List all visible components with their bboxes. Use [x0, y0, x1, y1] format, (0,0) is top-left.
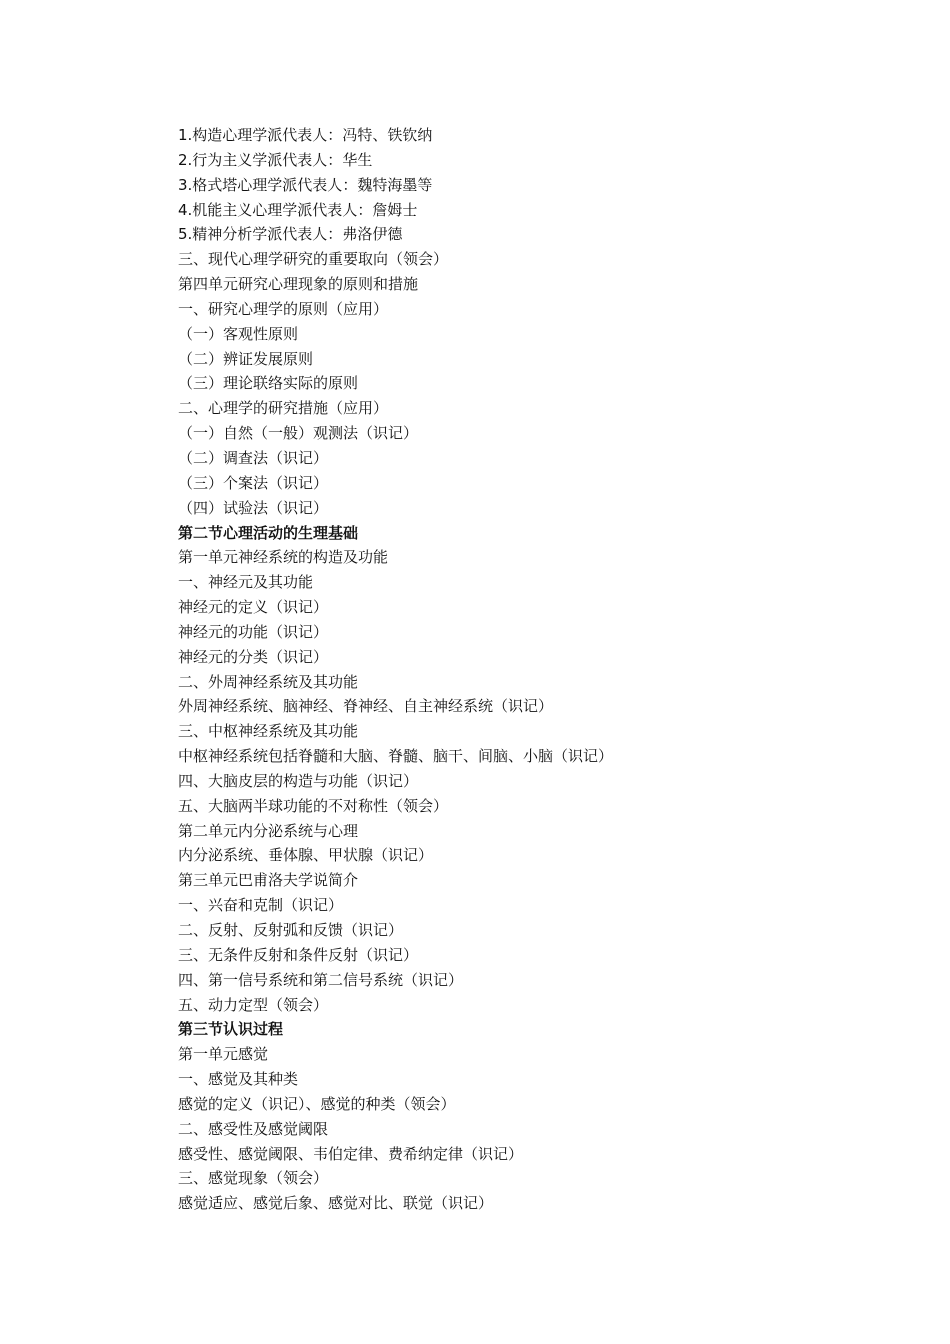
- text-line: 一、研究心理学的原则（应用）: [178, 299, 389, 318]
- text-line: 第一单元神经系统的构造及功能: [178, 548, 389, 567]
- text-line: 一、感觉及其种类: [178, 1070, 299, 1089]
- text-line: 感觉适应、感觉后象、感觉对比、联觉（识记）: [178, 1194, 494, 1213]
- text-line: 第四单元研究心理现象的原则和措施: [178, 275, 419, 294]
- document-body: [178, 123, 878, 1216]
- text-line: 神经元的定义（识记）: [178, 598, 329, 617]
- text-line: 第一单元感觉: [178, 1045, 269, 1064]
- text-line: 五、动力定型（领会）: [178, 995, 329, 1014]
- text-line: 四、大脑皮层的构造与功能（识记）: [178, 771, 419, 790]
- text-line: 三、现代心理学研究的重要取向（领会）: [178, 250, 449, 269]
- text-line: 二、感受性及感觉阈限: [178, 1119, 329, 1138]
- text-line: 4.机能主义心理学派代表人：詹姆士: [178, 200, 418, 219]
- text-line: （二）调查法（识记）: [178, 448, 329, 467]
- text-line: 一、神经元及其功能: [178, 573, 314, 592]
- text-line: 三、感觉现象（领会）: [178, 1169, 329, 1188]
- text-line: （二）辨证发展原则: [178, 349, 314, 368]
- text-line: 二、心理学的研究措施（应用）: [178, 399, 389, 418]
- text-line: 神经元的分类（识记）: [178, 647, 329, 666]
- text-line: 四、第一信号系统和第二信号系统（识记）: [178, 970, 464, 989]
- text-line: 第三单元巴甫洛夫学说简介: [178, 871, 359, 890]
- text-line: 二、反射、反射弧和反馈（识记）: [178, 921, 404, 939]
- text-line: 3.格式塔心理学派代表人：魏特海墨等: [178, 175, 433, 194]
- text-line: 中枢神经系统包括脊髓和大脑、脊髓、脑干、间脑、小脑（识记）: [178, 747, 614, 766]
- text-line: 1.构造心理学派代表人：冯特、铁钦纳: [178, 126, 433, 144]
- section-heading: 第二节心理活动的生理基础: [178, 523, 359, 542]
- text-line: 二、外周神经系统及其功能: [178, 672, 359, 691]
- section-heading: 第三节认识过程: [178, 1020, 284, 1039]
- text-line: 第二单元内分泌系统与心理: [178, 821, 359, 840]
- text-line: 三、中枢神经系统及其功能: [178, 722, 359, 741]
- text-line: 三、无条件反射和条件反射（识记）: [178, 945, 419, 964]
- text-line: 五、大脑两半球功能的不对称性（领会）: [178, 796, 449, 815]
- text-line: （四）试验法（识记）: [178, 498, 329, 517]
- text-line: （一）自然（一般）观测法（识记）: [178, 424, 419, 443]
- text-line: 2.行为主义学派代表人：华生: [178, 150, 373, 169]
- text-line: （一）客观性原则: [178, 324, 299, 343]
- text-line: 神经元的功能（识记）: [178, 622, 329, 641]
- text-line: 一、兴奋和克制（识记）: [178, 896, 344, 915]
- text-line: 感觉的定义（识记）、感觉的种类（领会）: [178, 1094, 456, 1113]
- text-line: 感受性、感觉阈限、韦伯定律、费希纳定律（识记）: [178, 1144, 524, 1163]
- text-line: 外周神经系统、脑神经、脊神经、自主神经系统（识记）: [178, 697, 554, 716]
- text-line: （三）理论联络实际的原则: [178, 374, 359, 393]
- text-line: 5.精神分析学派代表人：弗洛伊德: [178, 225, 403, 244]
- text-line: （三）个案法（识记）: [178, 473, 329, 492]
- text-line: 内分泌系统、垂体腺、甲状腺（识记）: [178, 846, 434, 865]
